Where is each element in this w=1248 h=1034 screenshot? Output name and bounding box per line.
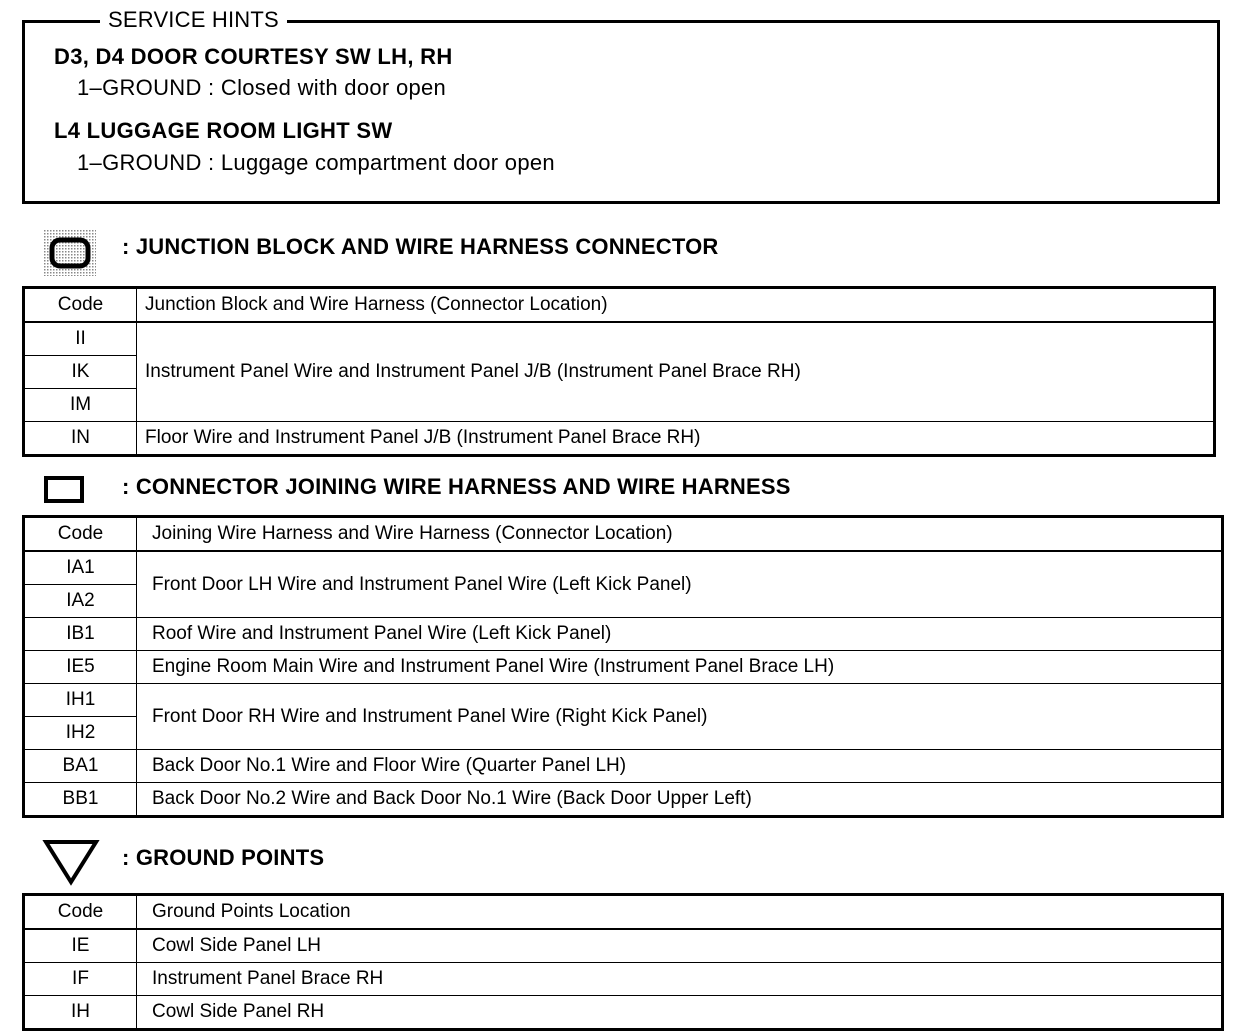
connector-table: [22, 515, 1224, 818]
desc-cell: Roof Wire and Instrument Panel Wire (Left Kick Panel): [137, 618, 1223, 651]
ground-triangle-icon: [42, 838, 100, 886]
table-header-row: [24, 895, 1223, 930]
code-cell: IK: [24, 356, 137, 389]
table-row: [24, 929, 1223, 963]
code-cell: IN: [24, 422, 137, 456]
connector-icon: [44, 476, 84, 503]
code-cell: BA1: [24, 750, 137, 783]
hint-heading-door-courtesy: D3, D4 DOOR COURTESY SW LH, RH: [54, 44, 453, 69]
desc-cell: Back Door No.2 Wire and Back Door No.1 Wire (Back Door Upper Left): [137, 783, 1223, 817]
table-row: [24, 618, 1223, 651]
table-row: [24, 684, 1223, 717]
ground-table: [22, 893, 1224, 1031]
desc-cell: Floor Wire and Instrument Panel J/B (Instrument Panel Brace RH): [137, 422, 1215, 456]
table-row: [24, 551, 1223, 585]
code-cell: IF: [24, 963, 137, 996]
desc-cell: Front Door LH Wire and Instrument Panel Wire (Left Kick Panel): [137, 551, 1223, 618]
code-cell: IM: [24, 389, 137, 422]
code-cell: IE5: [24, 651, 137, 684]
code-cell: IA1: [24, 551, 137, 585]
desc-cell: Cowl Side Panel RH: [137, 996, 1223, 1030]
table-row: [24, 963, 1223, 996]
header-desc: Joining Wire Harness and Wire Harness (Connector Location): [137, 517, 1223, 552]
table-header-row: [24, 288, 1215, 323]
code-cell: II: [24, 322, 137, 356]
code-cell: IA2: [24, 585, 137, 618]
header-code: Code: [24, 288, 137, 323]
code-cell: IH: [24, 996, 137, 1030]
table-row: [24, 996, 1223, 1030]
header-code: Code: [24, 895, 137, 930]
code-cell: BB1: [24, 783, 137, 817]
desc-cell: Front Door RH Wire and Instrument Panel Wire (Right Kick Panel): [137, 684, 1223, 750]
code-cell: IB1: [24, 618, 137, 651]
hint-heading-luggage-light: L4 LUGGAGE ROOM LIGHT SW: [54, 118, 393, 143]
table-row: [24, 750, 1223, 783]
service-hints-title: SERVICE HINTS: [100, 7, 287, 33]
junction-table: [22, 286, 1216, 457]
desc-cell: Cowl Side Panel LH: [137, 929, 1223, 963]
junction-section-title: : JUNCTION BLOCK AND WIRE HARNESS CONNECTOR: [122, 234, 719, 259]
desc-cell: Back Door No.1 Wire and Floor Wire (Quarter Panel LH): [137, 750, 1223, 783]
table-row: [24, 651, 1223, 684]
hint-line-luggage-light: 1–GROUND : Luggage compartment door open: [77, 150, 555, 175]
desc-cell: Instrument Panel Brace RH: [137, 963, 1223, 996]
connector-section-title: : CONNECTOR JOINING WIRE HARNESS AND WIRE HARNESS: [122, 474, 791, 499]
table-row: [24, 783, 1223, 817]
hint-line-door-courtesy: 1–GROUND : Closed with door open: [77, 75, 447, 100]
table-row: [24, 322, 1215, 356]
code-cell: IE: [24, 929, 137, 963]
desc-cell: Instrument Panel Wire and Instrument Panel J/B (Instrument Panel Brace RH): [137, 322, 1215, 422]
header-code: Code: [24, 517, 137, 552]
junction-block-icon: [44, 230, 96, 276]
ground-section-title: : GROUND POINTS: [122, 845, 325, 870]
desc-cell: Engine Room Main Wire and Instrument Panel Wire (Instrument Panel Brace LH): [137, 651, 1223, 684]
header-desc: Ground Points Location: [137, 895, 1223, 930]
table-header-row: [24, 517, 1223, 552]
code-cell: IH1: [24, 684, 137, 717]
header-desc: Junction Block and Wire Harness (Connector Location): [137, 288, 1215, 323]
table-row: [24, 422, 1215, 456]
code-cell: IH2: [24, 717, 137, 750]
